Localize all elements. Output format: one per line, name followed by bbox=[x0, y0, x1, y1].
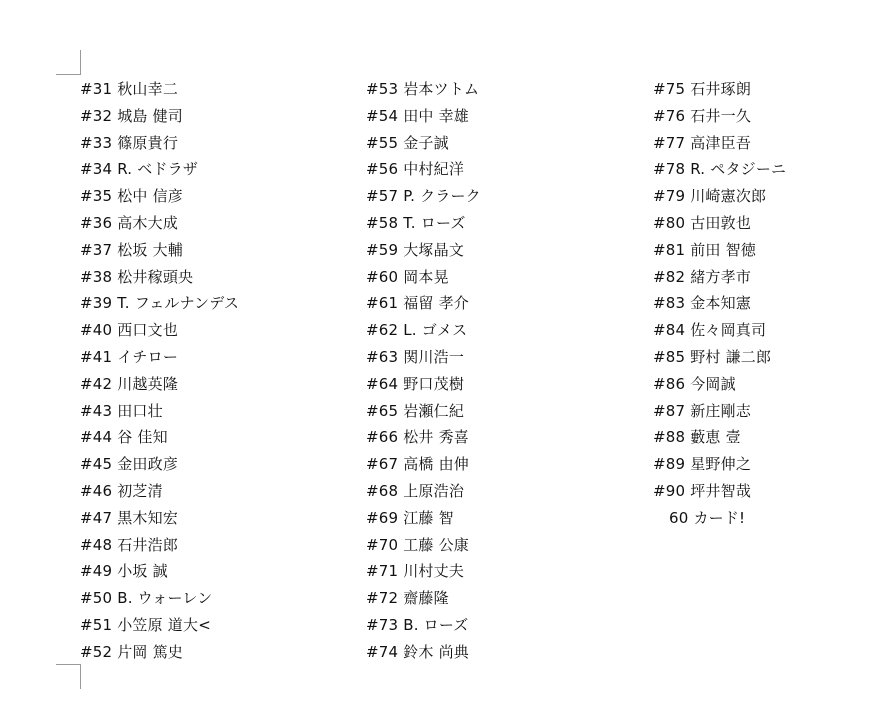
list-item: #45 金田政彦 bbox=[80, 455, 179, 474]
list-item: #83 金本知憲 bbox=[653, 294, 752, 313]
list-item: #64 野口茂樹 bbox=[366, 374, 465, 393]
list-item: #42 川越英隆 bbox=[80, 374, 179, 393]
list-item: #36 高木大成 bbox=[80, 213, 179, 232]
list-item: #84 佐々岡真司 bbox=[653, 321, 767, 340]
list-item: #52 片岡 篤史 bbox=[80, 642, 183, 661]
list-item: #81 前田 智徳 bbox=[653, 240, 756, 259]
list-item: #76 石井一久 bbox=[653, 106, 752, 125]
list-item: #69 江藤 智 bbox=[366, 508, 454, 527]
list-item: #53 岩本ツトム bbox=[366, 80, 480, 98]
list-item: #48 石井浩郎 bbox=[80, 535, 179, 554]
list-item: #54 田中 幸雄 bbox=[366, 106, 469, 125]
list-item: #89 星野伸之 bbox=[653, 455, 752, 474]
list-item: #51 小笠原 道大< bbox=[80, 615, 211, 634]
card-list-column-1 bbox=[80, 76, 239, 666]
list-item: #46 初芝清 bbox=[80, 481, 163, 500]
list-item: #66 松井 秀喜 bbox=[366, 428, 469, 447]
list-item: #49 小坂 誠 bbox=[80, 562, 168, 581]
list-item: #71 川村丈夫 bbox=[366, 562, 465, 581]
list-item: #43 田口壮 bbox=[80, 401, 163, 420]
list-item: #85 野村 謙二郎 bbox=[653, 347, 772, 366]
list-item: #39 T. フェルナンデス bbox=[80, 294, 240, 313]
list-item: #86 今岡誠 bbox=[653, 374, 736, 393]
list-item: #62 L. ゴメス bbox=[366, 321, 468, 340]
list-item: #78 R. ペタジーニ bbox=[653, 160, 787, 179]
list-item: #38 松井稼頭央 bbox=[80, 267, 194, 286]
list-item: #82 緒方孝市 bbox=[653, 267, 752, 286]
list-item: #80 古田敦也 bbox=[653, 213, 752, 232]
list-item: #50 B. ウォーレン bbox=[80, 589, 213, 608]
list-item: #72 齋藤隆 bbox=[366, 589, 449, 608]
list-item: #63 関川浩一 bbox=[366, 347, 465, 366]
list-item: #90 坪井智哉 bbox=[653, 481, 752, 500]
card-list-column-3 bbox=[653, 76, 786, 532]
list-item: #31 秋山幸二 bbox=[80, 80, 179, 98]
list-item: #47 黒木知宏 bbox=[80, 508, 179, 527]
bottom-left-crop-mark bbox=[56, 664, 81, 689]
card-total-note: 60 カード! bbox=[669, 508, 746, 527]
list-item: #60 岡本晃 bbox=[366, 267, 449, 286]
list-item: #32 城島 健司 bbox=[80, 106, 183, 125]
list-item: #79 川崎憲次郎 bbox=[653, 187, 767, 206]
list-item: #57 P. クラーク bbox=[366, 187, 481, 206]
list-item: #58 T. ローズ bbox=[366, 213, 466, 232]
list-item: #68 上原浩治 bbox=[366, 481, 465, 500]
list-item: #59 大塚晶文 bbox=[366, 240, 465, 259]
list-item: #87 新庄剛志 bbox=[653, 401, 752, 420]
list-item: #56 中村紀洋 bbox=[366, 160, 465, 179]
list-item: #67 高橋 由伸 bbox=[366, 455, 469, 474]
list-item: #70 工藤 公康 bbox=[366, 535, 469, 554]
list-item: #41 イチロー bbox=[80, 347, 179, 366]
list-item: #35 松中 信彦 bbox=[80, 187, 183, 206]
card-list-column-2 bbox=[366, 76, 481, 666]
list-item: #33 篠原貴行 bbox=[80, 133, 179, 152]
list-item: #88 藪恵 壹 bbox=[653, 428, 741, 447]
top-left-crop-mark bbox=[56, 50, 81, 75]
list-item: #55 金子誠 bbox=[366, 133, 449, 152]
list-item: #74 鈴木 尚典 bbox=[366, 642, 469, 661]
list-item: #77 高津臣吾 bbox=[653, 133, 752, 152]
list-item: #40 西口文也 bbox=[80, 321, 179, 340]
list-item: #44 谷 佳知 bbox=[80, 428, 168, 447]
list-item: #61 福留 孝介 bbox=[366, 294, 469, 313]
list-item: #65 岩瀬仁紀 bbox=[366, 401, 465, 420]
list-item: #34 R. ベドラザ bbox=[80, 160, 199, 179]
list-item: #37 松坂 大輔 bbox=[80, 240, 183, 259]
list-item: #73 B. ローズ bbox=[366, 615, 469, 634]
list-item: #75 石井琢朗 bbox=[653, 80, 752, 98]
